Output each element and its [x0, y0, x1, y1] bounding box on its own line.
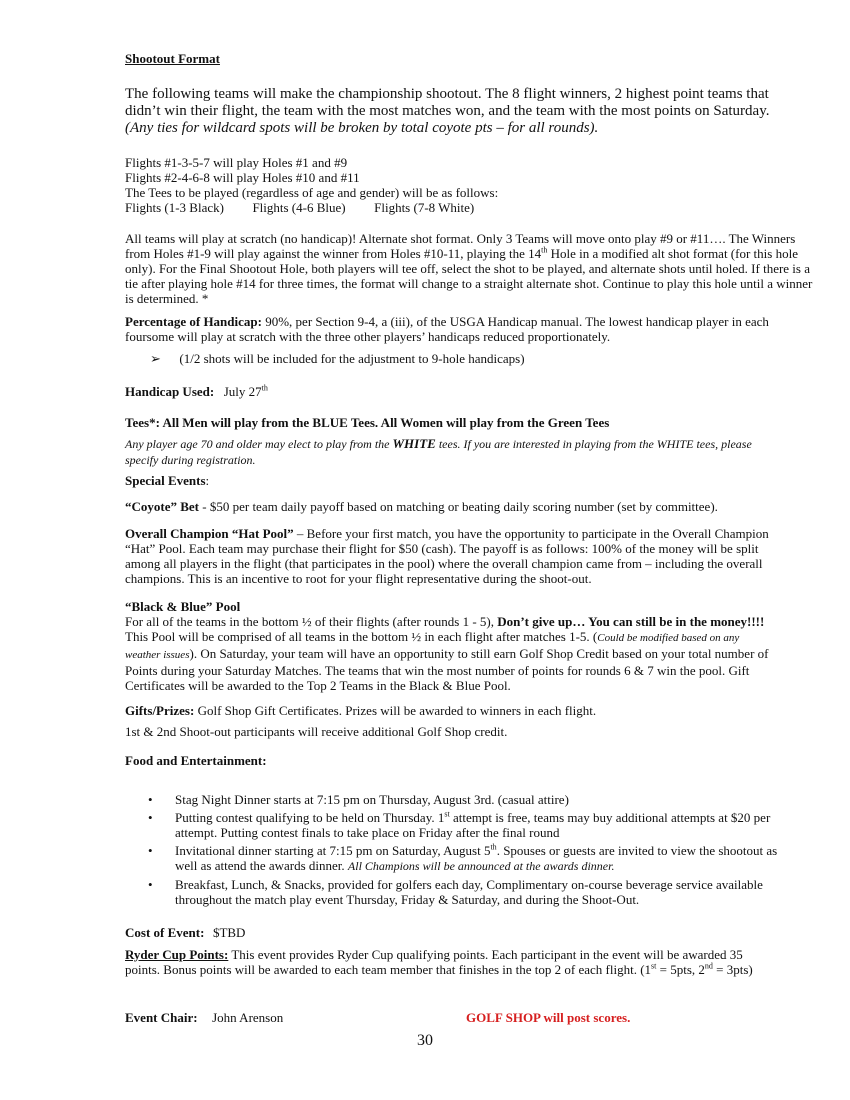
cost-label: Cost of Event: [125, 925, 205, 940]
special-events-title: Special Events [125, 473, 206, 488]
event-chair-label: Event Chair: [125, 1010, 198, 1025]
list-item [148, 843, 788, 874]
hat-pool-text: – Before your first match, you have the opportunity to participate in the Overall Champion “Hat” Pool. Each team may purchase their flight for $50 (cash). The payoff is as follows: 100% of the money will be split among all players in the flight (that participates in the pool) where the overall champion came from – including the overall champions. This is an incentive to root for your flight representative during the shoot-out. [125, 526, 769, 586]
inv-sup: th [490, 842, 497, 852]
hat-pool [125, 526, 780, 586]
scratch-paragraph [125, 231, 815, 306]
handicap-bullet-text: (1/2 shots will be included for the adjustment to 9-hole handicaps) [179, 351, 525, 366]
special-events-colon: : [205, 473, 210, 488]
gifts-text: Golf Shop Gift Certificates. Prizes will be awarded to winners in each flight. [194, 703, 597, 718]
hat-pool-label: Overall Champion “Hat Pool” [125, 526, 294, 541]
tees-line: The Tees to be played (regardless of age and gender) will be as follows: [125, 185, 499, 200]
handicap-used-label: Handicap Used: [125, 384, 215, 399]
handicap-label: Percentage of Handicap: [125, 314, 262, 329]
food-label: Food and Entertainment: [125, 753, 267, 768]
bb-text-1: For all of the teams in the bottom ½ of their flights (after rounds 1 - 5), [125, 614, 498, 629]
tee-flight-blue: Flights (4-6 Blue) [252, 200, 346, 215]
tee-flight-black: Flights (1-3 Black) [125, 200, 224, 215]
scratch-text-1: All teams will play at scratch (no handicap)! Alternate shot format. Only 3 Teams will move onto play #9 or #11…. The Winners from Holes #1-9 will play against the winner from Holes #10-11, playing the 14 [125, 231, 796, 261]
ryder-sup1: st [651, 961, 657, 971]
tie-note: (Any ties for wildcard spots will be broken by total coyote pts – for all rounds). [125, 120, 599, 136]
list-item [148, 792, 788, 807]
gifts-prizes [125, 703, 815, 718]
inv-italic: All Champions will be announced at the awards dinner. [347, 859, 615, 873]
cost-value: $TBD [212, 925, 246, 940]
food-item-text: Stag Night Dinner starts at 7:15 pm on Thursday, August 3rd. (casual attire) [175, 792, 569, 807]
handicap-used [125, 384, 815, 399]
tees-note-white: WHITE [392, 436, 436, 451]
ryder-mid: = 5pts, 2 [656, 962, 705, 977]
scratch-text-2: Hole in a modified alt shot format (for this hole only). For the Final Shootout Hole, both players will tee off, select the shot to be played, and alternate shots until holed. If there is a tie after playing hole #14 for three times, the format will change to a straight alternate shot. Continue to play this hole until a winner is determined. * [125, 246, 813, 306]
food-list [148, 792, 788, 910]
ryder-end: = 3pts) [712, 962, 753, 977]
handicap-paragraph [125, 314, 775, 344]
tee-flight-white: Flights (7-8 White) [374, 200, 475, 215]
flight-holes-block [125, 155, 815, 215]
coyote-bet [125, 499, 815, 514]
putt-sup: st [444, 809, 450, 819]
tees-note-1: Any player age 70 and older may elect to play from the [125, 437, 393, 451]
tees-note-2: tees. If you are interested in playing from the WHITE tees, please specify during registration. [125, 437, 752, 467]
food-item-text: Breakfast, Lunch, & Snacks, provided for golfers each day, Complimentary on-course beverage service available throughout the match play event Thursday, Friday & Saturday, and during the Shoot-Out. [175, 877, 763, 907]
gifts-label: Gifts/Prizes: [125, 703, 195, 718]
handicap-used-sup: th [261, 383, 268, 393]
putt-text-2: attempt is free, teams may buy additional attempts at $20 per attempt. Putting contest finals to take place on Friday after the final round [175, 810, 771, 840]
bullet-icon: • [148, 843, 153, 858]
tees-label: Tees*: All Men will play from the BLUE Tees. All Women will play from the Green Tees [125, 415, 610, 430]
shootout-heading: Shootout Format [125, 51, 220, 66]
coyote-text: - $50 per team daily payoff based on matching or beating daily scoring number (set by committee). [199, 499, 718, 514]
ryder-sup2: nd [704, 961, 713, 971]
black-blue-label: “Black & Blue” Pool [125, 599, 241, 614]
bb-text-3: ). On Saturday, your team will have an opportunity to still earn Golf Shop Credit based on your total number of Points during your Saturday Matches. The teams that win the most number of points for rounds 6 & 7 win the pool. Gift Certificates will be awarded to the Top 2 Teams in the Black & Blue Pool. [125, 646, 769, 693]
ryder-cup-points [125, 947, 780, 977]
tee-flights-row [125, 200, 815, 215]
flights-even: Flights #2-4-6-8 will play Holes #10 and #11 [125, 170, 360, 185]
bb-italic: Could be modified based on any weather issues [125, 632, 740, 661]
shootout-intro [125, 86, 785, 137]
tees-note [125, 436, 775, 468]
handicap-text: 90%, per Section 9-4, a (iii), of the USGA Handicap manual. The lowest handicap player in each foursome will play at scratch with the three other players’ handicaps reduced proportionately. [125, 314, 769, 344]
list-item [148, 877, 788, 907]
arrow-icon: ➢ [150, 351, 161, 366]
bullet-icon: • [148, 810, 153, 825]
shootout-intro-text: The following teams will make the championship shootout. The 8 flight winners, 2 highest point teams that didn’t win their flight, the team with the most matches won, and the team with the most points on Saturday. [125, 86, 770, 119]
bullet-icon: • [148, 877, 153, 892]
scratch-sup: th [541, 245, 548, 255]
inv-text-2: . Spouses or guests are invited to view the shootout as well as attend the awards dinner. [175, 843, 778, 873]
event-chair-name: John Arenson [212, 1010, 284, 1025]
ryder-text: This event provides Ryder Cup qualifying points. Each participant in the event will be awarded 35 points. Bonus points will be awarded to each team member that finishes in the top 2 of each flight. (1 [125, 947, 743, 977]
inv-text-1: Invitational dinner starting at 7:15 pm on Saturday, August 5 [175, 843, 491, 858]
bb-text-2: This Pool will be comprised of all teams in the bottom ½ in each flight after matches 1-5. ( [125, 629, 598, 644]
page-number: 30 [417, 1032, 433, 1049]
flights-odd: Flights #1-3-5-7 will play Holes #1 and #9 [125, 155, 348, 170]
cost-of-event [125, 925, 815, 940]
bullet-icon: • [148, 792, 153, 807]
bb-bold: Don’t give up… You can still be in the money!!!! [497, 614, 765, 629]
black-blue-text [125, 614, 775, 693]
special-events-label [125, 473, 815, 488]
coyote-label: “Coyote” Bet [125, 499, 200, 514]
handicap-bullet [150, 351, 840, 366]
handicap-used-value: July 27 [223, 384, 262, 399]
golf-shop-note: GOLF SHOP will post scores. [466, 1010, 631, 1025]
list-item [148, 810, 788, 840]
shootout-credit: 1st & 2nd Shoot-out participants will receive additional Golf Shop credit. [125, 724, 508, 739]
putt-text-1: Putting contest qualifying to be held on Thursday. 1 [175, 810, 445, 825]
ryder-label: Ryder Cup Points: [125, 947, 229, 962]
